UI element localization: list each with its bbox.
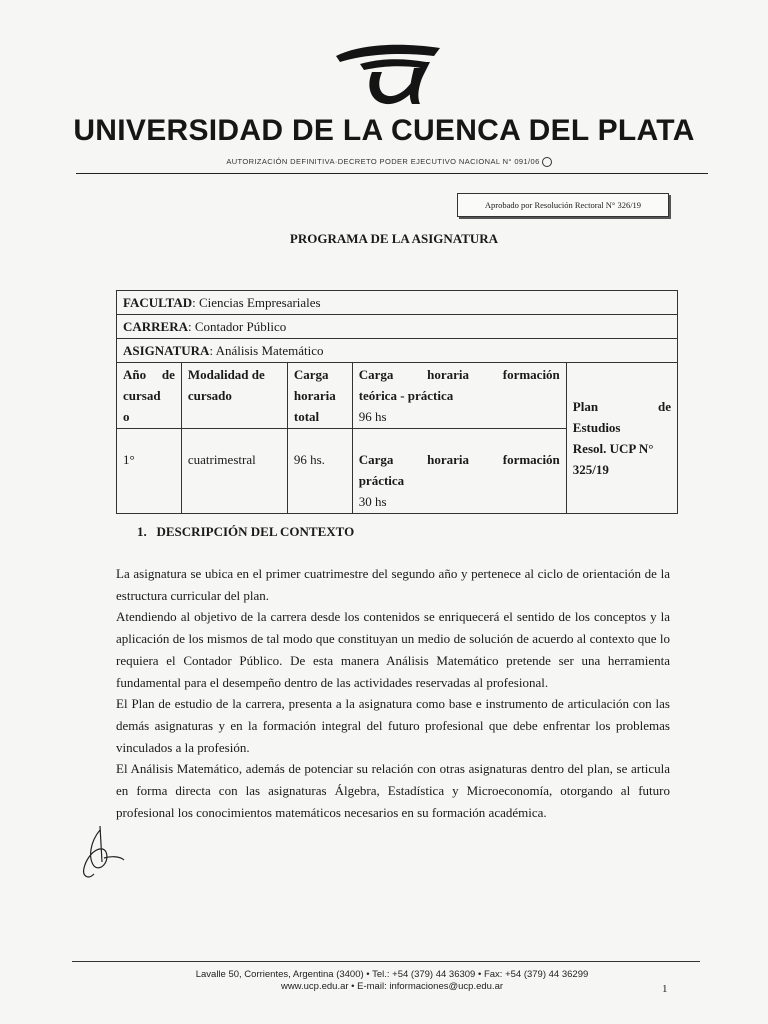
signature (80, 822, 128, 884)
modality-value: cuatrimestral (181, 429, 287, 514)
asignatura-value: : Análisis Matemático (209, 343, 324, 358)
seal-icon (542, 157, 552, 167)
footer-web: www.ucp.edu.ar • E-mail: informaciones@ucp.edu.ar (280, 981, 504, 992)
carrera-row (117, 315, 678, 339)
university-name: UNIVERSIDAD DE LA CUENCA DEL PLATA (73, 114, 695, 147)
carrera-label: CARRERA (123, 319, 188, 334)
plan-line: 325/19 (572, 462, 609, 477)
theory-practice-hours: 96 hs (358, 409, 387, 424)
theory-practice-header (352, 363, 566, 429)
carrera-value: : Contador Público (188, 319, 287, 334)
body-text (116, 563, 670, 823)
theory-practice-header-line: teórica - práctica (358, 388, 454, 403)
plan-line: Resol. UCP N° (572, 441, 654, 456)
practice-label-line: práctica (358, 473, 405, 488)
authorization-text: AUTORIZACIÓN DEFINITIVA·DECRETO PODER EJECUTIVO NACIONAL N° 091/06 (226, 157, 540, 166)
section-heading: 1. DESCRIPCIÓN DEL CONTEXTO (137, 524, 355, 539)
page-number: 1 (662, 983, 668, 995)
load-header-line: horaria (293, 388, 336, 403)
modality-header-line: cursado (187, 388, 232, 403)
footer-address: Lavalle 50, Corrientes, Argentina (3400) • Tel.: +54 (379) 44 36309 • Fax: +54 (379) 44 36299 (195, 969, 589, 980)
document-title: PROGRAMA DE LA ASIGNATURA (289, 231, 499, 246)
facultad-row (117, 291, 678, 315)
resolution-note: Aprobado por Resolución Rectoral N° 326/19 (457, 193, 669, 217)
plan-line: Estudios (572, 420, 621, 435)
header-row (117, 363, 678, 429)
authorization-line (0, 157, 768, 167)
year-header-line: Año de (123, 367, 175, 382)
facultad-cell (117, 291, 678, 315)
paragraph: La asignatura se ubica en el primer cuatrimestre del segundo año y pertenece al ciclo de orientación de la estructura curricular del plan. (116, 566, 670, 603)
asignatura-row (117, 339, 678, 363)
modality-header (181, 363, 287, 429)
practice-hours: 30 hs (358, 494, 387, 509)
theory-practice-header-line: Carga horaria formación (358, 367, 560, 382)
paragraph: El Análisis Matemático, además de potenciar su relación con otras asignaturas dentro del plan, se articula en forma directa con las asignaturas Álgebra, Estadística y Microeconomía, otorgando al futuro profesional los conocimientos matemáticos necesarios en su formación académica. (116, 761, 670, 820)
load-header-line: total (293, 409, 320, 424)
year-value: 1° (117, 429, 182, 514)
facultad-label: FACULTAD (123, 295, 193, 310)
practice-label-line: Carga horaria formación (358, 452, 560, 467)
modality-header-line: Modalidad de (187, 367, 265, 382)
asignatura-cell (117, 339, 678, 363)
facultad-value: : Ciencias Empresariales (192, 295, 321, 310)
course-info-table (116, 290, 678, 514)
year-header-line: o (123, 409, 130, 424)
year-header-line: cursad (123, 388, 161, 403)
plan-line: Plan de (572, 399, 671, 414)
load-header (287, 363, 352, 429)
carrera-cell (117, 315, 678, 339)
year-header (117, 363, 182, 429)
footer-divider (72, 961, 700, 962)
plan-cell (566, 363, 677, 514)
paragraph: El Plan de estudio de la carrera, presenta a la asignatura como base e instrumento de articulación con las demás asignaturas y en la formación integral del futuro profesional que debe enfrentar los problemas vinculados a la profesión. (116, 696, 670, 755)
header-divider (76, 173, 708, 174)
load-value: 96 hs. (287, 429, 352, 514)
practice-cell (352, 429, 566, 514)
paragraph: Atendiendo al objetivo de la carrera desde los contenidos se enriquecerá el sentido de los conceptos y la aplicación de los mismos de tal modo que constituyan un medio de solución de acuerdo al contexto que lo requiera el Contador Público. De esta manera Análisis Matemático pretende ser una herramienta fundamental para el desempeño dentro de las actividades reservadas al profesional. (116, 609, 670, 690)
university-logo (330, 38, 450, 110)
load-header-line: Carga (293, 367, 329, 382)
asignatura-label: ASIGNATURA (123, 343, 210, 358)
